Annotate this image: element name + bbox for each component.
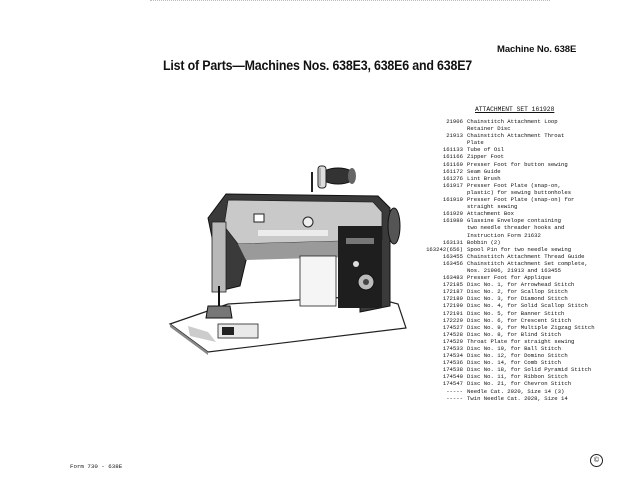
part-row [415,217,620,238]
part-row [415,146,620,153]
part-number: 174533 [442,345,463,352]
part-description: Disc No. 11, for Ribbon Stitch [467,373,568,381]
page-title: List of Parts—Machines Nos. 638E3, 638E6 and 638E7 [163,58,473,73]
part-row [415,331,620,338]
part-row [415,373,620,380]
part-number: 174527 [442,323,463,331]
part-number: 21913 [446,132,463,140]
part-row [415,388,620,395]
part-row [415,288,620,295]
attachment-set-heading: ATTACHMENT SET 161928 [475,106,555,113]
part-description: Needle Cat. 2020, Size 14 (3) [467,387,565,395]
part-description: Seam Guide [467,167,501,175]
part-number: 161919 [442,196,463,204]
top-rule [150,0,550,2]
parts-list [415,118,620,402]
part-number: 172187 [442,288,463,296]
part-description: Disc No. 4, for Solid Scallop Stitch [467,302,588,310]
part-number: 161172 [442,167,463,175]
part-description: Chainstitch Attachment Loop Retainer Disc [467,118,558,133]
part-description: Chainstitch Attachment Set complete, Nos. 21906, 21913 and 163455 [467,259,588,274]
part-number: 172190 [442,302,463,310]
part-number: 163242(656) [426,245,463,253]
part-number: 161166 [442,153,463,161]
part-number: 161276 [442,174,463,182]
part-description: Presser Foot for button sewing [467,160,568,168]
part-number: 174536 [442,359,463,367]
part-number: 174534 [442,352,463,360]
part-number: 172229 [442,316,463,324]
part-description: Disc No. 1, for Arrowhead Stitch [467,281,575,289]
part-description: Disc No. 12, for Domino Stitch [467,352,568,360]
part-description: Disc No. 8, for Blind Stitch [467,330,561,338]
part-description: Disc No. 6, for Crescent Stitch [467,316,572,324]
part-number: 174538 [442,366,463,374]
part-number: 161169 [442,160,463,168]
part-number: ----- [446,387,463,395]
part-row [415,161,620,168]
part-description: Disc No. 2, for Scallop Stitch [467,288,568,296]
part-row [415,338,620,345]
part-number: 161917 [442,181,463,189]
sewing-machine-illustration [168,156,408,356]
part-row [415,359,620,366]
part-row [415,302,620,309]
part-number: 172191 [442,309,463,317]
part-row [415,310,620,317]
part-row [415,196,620,210]
part-number: 21906 [446,118,463,125]
part-row [415,260,620,274]
part-number: 172189 [442,295,463,303]
part-description: Spool Pin for two needle sewing [467,245,572,253]
part-description: Disc No. 10, for Ball Stitch [467,345,561,352]
part-row [415,281,620,288]
part-number: 163483 [442,274,463,282]
part-description: Chainstitch Attachment Thread Guide [467,252,585,260]
part-number: 172185 [442,281,463,289]
part-row [415,175,620,182]
part-number: 174547 [442,380,463,388]
part-description: Throat Plate for straight sewing [467,337,575,345]
part-row [415,210,620,217]
part-description: Chainstitch Attachment Throat Plate [467,132,565,147]
part-number: 174528 [442,330,463,338]
part-number: 161980 [442,217,463,225]
part-description: Bobbin (2) [467,238,501,246]
part-description: Presser Foot Plate (snap-on) for straight sewing [467,196,575,211]
part-description: Twin Needle Cat. 2028, Size 14 [467,394,568,402]
part-row [415,295,620,302]
part-row [415,380,620,387]
copyright-mark: © [590,454,603,467]
part-description: Tube of Oil [467,146,504,154]
part-description: Attachment Box [467,210,514,218]
part-row [415,118,620,132]
part-description: Presser Foot for Applique [467,274,551,282]
part-row [415,395,620,402]
part-description: Disc No. 14, for Comb Stitch [467,359,561,367]
part-description: Glassine Envelope containing two needle threader hooks and Instruction Form 21632 [467,217,565,239]
part-row [415,352,620,359]
part-description: Disc No. 3, for Diamond Stitch [467,295,568,303]
part-description: Disc No. 9, for Multiple Zigzag Stitch [467,323,595,331]
part-description: Disc No. 18, for Solid Pyramid Stitch [467,366,592,374]
part-description: Presser Foot Plate (snap-on, plastic) for sewing buttonholes [467,181,572,196]
part-row [415,253,620,260]
part-row [415,153,620,160]
part-number: 161133 [442,146,463,154]
part-row [415,366,620,373]
part-description: Zipper Foot [467,153,504,161]
part-number: 174529 [442,337,463,345]
part-number: 161929 [442,210,463,218]
part-row [415,239,620,246]
part-row [415,182,620,196]
part-row [415,168,620,175]
part-number: 174540 [442,373,463,381]
part-row [415,274,620,281]
part-number: 163131 [442,238,463,246]
part-row [415,324,620,331]
part-row [415,317,620,324]
part-row [415,345,620,352]
part-row [415,246,620,253]
machine-number: Machine No. 638E [497,44,577,55]
part-number: 163455 [442,252,463,260]
part-description: Disc No. 21, for Chevron Stitch [467,380,572,388]
form-number: Form 730 - 638E [70,463,123,470]
part-number: ----- [446,394,463,402]
part-number: 163456 [442,259,463,267]
part-row [415,132,620,146]
part-description: Disc No. 5, for Banner Stitch [467,309,565,317]
part-description: Lint Brush [467,174,501,182]
